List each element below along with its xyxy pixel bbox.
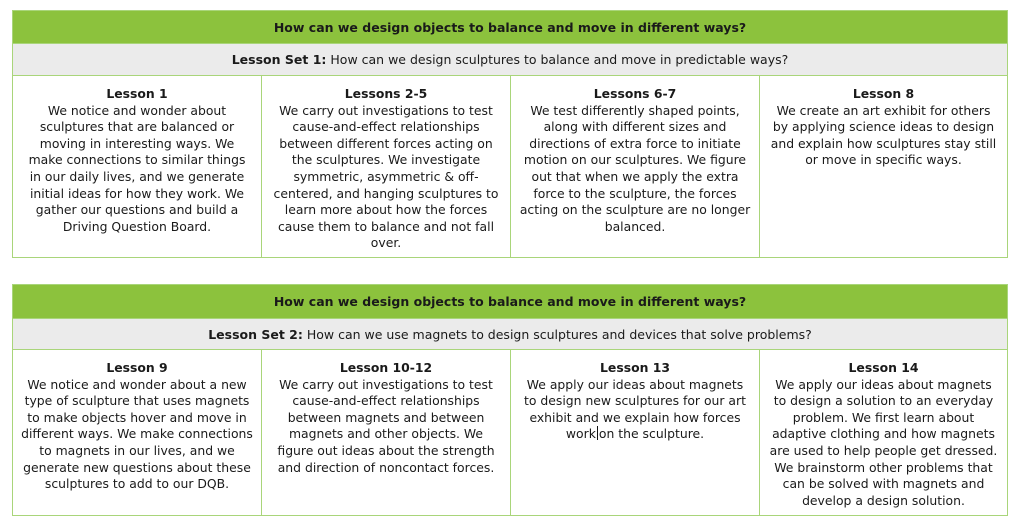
lesson-cell[interactable]	[511, 350, 760, 515]
lesson-cell	[13, 76, 262, 257]
lesson-set-1-table	[12, 10, 1008, 258]
lesson-title: Lessons 6-7	[593, 86, 677, 101]
lesson-description: We apply our ideas about magnets to design a solution to an everyday problem. We first learn about adaptive clothing and how magnets are used to help people get dressed. We brainstorm other problems that can be solved with magnets and develop a design solution.	[769, 376, 998, 508]
lesson-set-question-text: How can we design sculptures to balance and move in predictable ways?	[330, 52, 789, 67]
unit-driving-question: How can we design objects to balance and move in different ways?	[13, 11, 1007, 44]
lesson-set-2-table	[12, 284, 1008, 516]
lesson-row	[13, 350, 1007, 515]
lesson-description: We notice and wonder about sculptures that are balanced or moving in interesting ways. We make connections to similar things in our daily lives, and we generate initial ideas for how they work. We gather our questions and build a Driving Question Board.	[28, 102, 246, 234]
lesson-title: Lessons 2-5	[344, 86, 428, 101]
lesson-set-label: Lesson Set 2:	[208, 326, 303, 342]
lesson-cell	[262, 76, 511, 257]
lesson-cell	[760, 350, 1007, 515]
lesson-row	[13, 76, 1007, 257]
lesson-text-before-caret: We apply our ideas about magnets to design new sculptures for our art exhibit and we explain how forces work	[524, 376, 746, 442]
lesson-title: Lesson 10-12	[339, 360, 433, 375]
lesson-description: We create an art exhibit for others by applying science ideas to design and explain how sculptures stay still or move in specific ways.	[770, 102, 997, 168]
text-cursor	[597, 426, 598, 440]
lesson-title: Lesson 14	[848, 360, 919, 375]
lesson-description: We carry out investigations to test cause-and-effect relationships between different forces acting on the sculptures. We investigate symmetric, asymmetric & off-centered, and hanging sculptures to learn more about how the forces cause them to balance and not fall over.	[273, 102, 499, 251]
lesson-set-label: Lesson Set 1:	[231, 52, 327, 67]
lesson-description: We notice and wonder about a new type of sculpture that uses magnets to make objects hover and move in different ways. We make connections to magnets in our lives, and we generate new questions about these sculptures to add to our DQB.	[21, 376, 253, 492]
lesson-cell	[760, 76, 1007, 257]
lesson-cell	[262, 350, 511, 515]
lesson-description: We carry out investigations to test cause-and-effect relationships between magnets and between magnets and other objects. We figure out ideas about the strength and direction of noncontact forces.	[277, 376, 495, 475]
lesson-title: Lesson 13	[600, 360, 670, 375]
lesson-set-question	[13, 319, 1007, 350]
lesson-description: We test differently shaped points, along with different sizes and directions of extra force to initiate motion on our sculptures. We figure out that when we apply the extra force to the sculpture, the forces acting on the sculpture are no longer balanced.	[519, 102, 751, 234]
lesson-title: Lesson 8	[852, 86, 915, 101]
lesson-set-question-text: How can we use magnets to design sculptures and devices that solve problems?	[306, 326, 812, 342]
lesson-cell	[511, 76, 760, 257]
lesson-description-editable[interactable]	[524, 377, 746, 442]
lesson-cell	[13, 350, 262, 515]
unit-driving-question: How can we design objects to balance and move in different ways?	[13, 285, 1007, 319]
lesson-set-question	[13, 44, 1007, 76]
lesson-title: Lesson 1	[106, 86, 168, 101]
lesson-title: Lesson 9	[106, 360, 168, 375]
lesson-text-after-caret: on the sculpture.	[598, 426, 705, 442]
